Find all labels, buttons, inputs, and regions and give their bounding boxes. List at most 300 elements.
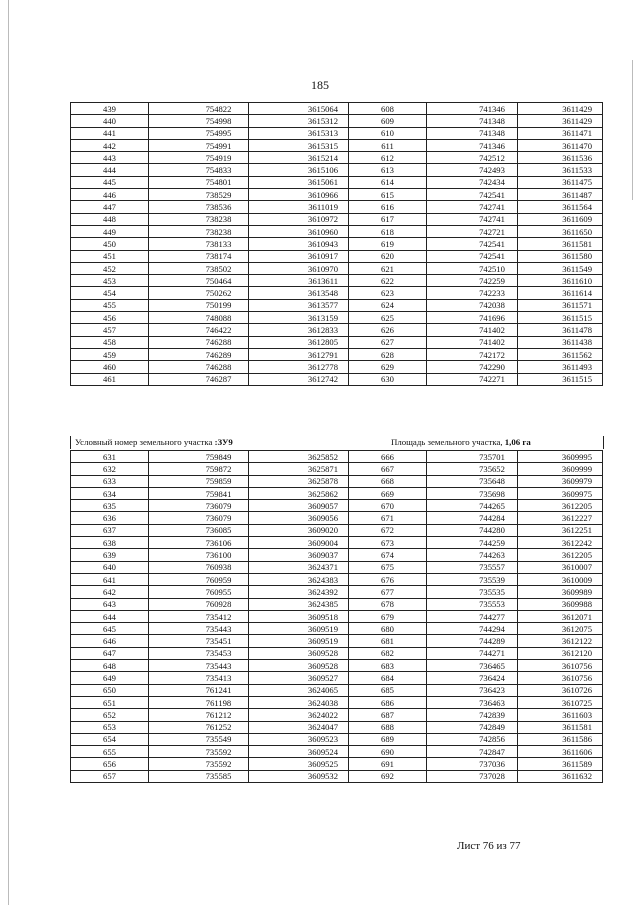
- table-row: [71, 225, 603, 237]
- table-cell: 642: [71, 586, 149, 598]
- table-cell: 3612242: [518, 537, 603, 549]
- table-cell: 3611536: [518, 152, 603, 164]
- table-cell: 641: [71, 573, 149, 585]
- table-cell: 760955: [149, 586, 249, 598]
- table-cell: 3612778: [249, 361, 349, 373]
- table-cell: 742741: [427, 213, 518, 225]
- table-cell: 633: [71, 475, 149, 487]
- table-cell: 3624392: [249, 586, 349, 598]
- table-cell: 617: [349, 213, 427, 225]
- table-cell: 3624038: [249, 696, 349, 708]
- table-cell: 636: [71, 512, 149, 524]
- land-plot-number: :ЗУ9: [214, 437, 233, 447]
- table-cell: 673: [349, 537, 427, 549]
- table-cell: 459: [71, 348, 149, 360]
- table-cell: 3609528: [249, 660, 349, 672]
- table-cell: 738536: [149, 201, 249, 213]
- page-number: 185: [311, 78, 329, 92]
- table-cell: 668: [349, 475, 427, 487]
- table-cell: 653: [71, 721, 149, 733]
- table-cell: 736424: [427, 672, 518, 684]
- table-cell: 761198: [149, 696, 249, 708]
- table-cell: 692: [349, 770, 427, 782]
- table-cell: 3611610: [518, 275, 603, 287]
- table-cell: 3611429: [518, 115, 603, 127]
- table-cell: 735553: [427, 598, 518, 610]
- table-row: [71, 610, 603, 622]
- table-cell: 3610007: [518, 561, 603, 573]
- table-cell: 3609020: [249, 524, 349, 536]
- sheet-label: Лист 76 из 77: [457, 840, 521, 852]
- table-cell: 3609975: [518, 487, 603, 499]
- table-row: [71, 250, 603, 262]
- table-cell: 624: [349, 299, 427, 311]
- table-cell: 666: [349, 451, 427, 463]
- table-cell: 452: [71, 262, 149, 274]
- table-row: [71, 758, 603, 770]
- table-cell: 3611609: [518, 213, 603, 225]
- table-cell: 686: [349, 696, 427, 708]
- table-cell: 3612205: [518, 549, 603, 561]
- table-cell: 744294: [427, 623, 518, 635]
- land-plot-number-label: Условный номер земельного участка :ЗУ9: [75, 437, 233, 447]
- table-cell: 3609056: [249, 512, 349, 524]
- table-row: [71, 115, 603, 127]
- table-cell: 746289: [149, 348, 249, 360]
- table-cell: 689: [349, 733, 427, 745]
- table-cell: 742038: [427, 299, 518, 311]
- table-cell: 735592: [149, 758, 249, 770]
- table-cell: 621: [349, 262, 427, 274]
- table-cell: 3615315: [249, 139, 349, 151]
- table-cell: 620: [349, 250, 427, 262]
- table-cell: 3611019: [249, 201, 349, 213]
- table-cell: 736106: [149, 537, 249, 549]
- table-cell: 455: [71, 299, 149, 311]
- table-cell: 3612075: [518, 623, 603, 635]
- table-cell: 654: [71, 733, 149, 745]
- table-cell: 618: [349, 225, 427, 237]
- table-cell: 3611515: [518, 312, 603, 324]
- table-cell: 3610009: [518, 573, 603, 585]
- table-cell: 613: [349, 164, 427, 176]
- table-row: [71, 139, 603, 151]
- table-cell: 741402: [427, 324, 518, 336]
- table-row: [71, 721, 603, 733]
- table-cell: 447: [71, 201, 149, 213]
- table-cell: 652: [71, 709, 149, 721]
- table-cell: 3625852: [249, 451, 349, 463]
- table-cell: 630: [349, 373, 427, 385]
- table-cell: 735557: [427, 561, 518, 573]
- table-cell: 3610966: [249, 189, 349, 201]
- table-cell: 628: [349, 348, 427, 360]
- table-cell: 3615313: [249, 127, 349, 139]
- table-cell: 443: [71, 152, 149, 164]
- table-row: [71, 500, 603, 512]
- table-cell: 735585: [149, 770, 249, 782]
- table-row: [71, 537, 603, 549]
- table-cell: 626: [349, 324, 427, 336]
- table-cell: 610: [349, 127, 427, 139]
- table-cell: 3609989: [518, 586, 603, 598]
- table-row: [71, 238, 603, 250]
- table-cell: 3615106: [249, 164, 349, 176]
- table-cell: 678: [349, 598, 427, 610]
- table-row: [71, 733, 603, 745]
- table-cell: 644: [71, 610, 149, 622]
- table-cell: 3610960: [249, 225, 349, 237]
- table-cell: 736085: [149, 524, 249, 536]
- table-cell: 738133: [149, 238, 249, 250]
- table-cell: 623: [349, 287, 427, 299]
- table-cell: 3612227: [518, 512, 603, 524]
- table-cell: 759849: [149, 451, 249, 463]
- table-cell: 643: [71, 598, 149, 610]
- table-cell: 3615064: [249, 103, 349, 115]
- table-cell: 738238: [149, 225, 249, 237]
- table-cell: 3611470: [518, 139, 603, 151]
- table-cell: 3613159: [249, 312, 349, 324]
- table-cell: 616: [349, 201, 427, 213]
- table-cell: 3609523: [249, 733, 349, 745]
- table-cell: 742541: [427, 189, 518, 201]
- table-cell: 746288: [149, 361, 249, 373]
- table-cell: 735443: [149, 660, 249, 672]
- table-cell: 3624022: [249, 709, 349, 721]
- table-cell: 3611603: [518, 709, 603, 721]
- table-cell: 760938: [149, 561, 249, 573]
- table-cell: 691: [349, 758, 427, 770]
- table-cell: 3611475: [518, 176, 603, 188]
- table-cell: 3611438: [518, 336, 603, 348]
- table-cell: 746288: [149, 336, 249, 348]
- table-cell: 742271: [427, 373, 518, 385]
- table-cell: 760928: [149, 598, 249, 610]
- table-cell: 672: [349, 524, 427, 536]
- table-cell: 690: [349, 746, 427, 758]
- table-cell: 614: [349, 176, 427, 188]
- table-cell: 451: [71, 250, 149, 262]
- table-row: [71, 746, 603, 758]
- table-cell: 3609528: [249, 647, 349, 659]
- table-row: [71, 373, 603, 385]
- table-row: [71, 164, 603, 176]
- table-cell: 615: [349, 189, 427, 201]
- table-cell: 687: [349, 709, 427, 721]
- table-cell: 735413: [149, 672, 249, 684]
- table-row: [71, 684, 603, 696]
- table-cell: 3609995: [518, 451, 603, 463]
- table-cell: 736079: [149, 512, 249, 524]
- table-cell: 3609999: [518, 463, 603, 475]
- table-cell: 688: [349, 721, 427, 733]
- table-cell: 3612120: [518, 647, 603, 659]
- table-cell: 742541: [427, 238, 518, 250]
- table-cell: 741696: [427, 312, 518, 324]
- table-cell: 735698: [427, 487, 518, 499]
- table-cell: 3611549: [518, 262, 603, 274]
- table-cell: 3612251: [518, 524, 603, 536]
- table-row: [71, 524, 603, 536]
- table-cell: 754919: [149, 152, 249, 164]
- table-cell: 735451: [149, 635, 249, 647]
- table-cell: 647: [71, 647, 149, 659]
- table-cell: 442: [71, 139, 149, 151]
- table-cell: 680: [349, 623, 427, 635]
- table-cell: 3611632: [518, 770, 603, 782]
- table-cell: 3611606: [518, 746, 603, 758]
- table-cell: 3615312: [249, 115, 349, 127]
- table-cell: 3611580: [518, 250, 603, 262]
- table-cell: 761241: [149, 684, 249, 696]
- table-cell: 3610756: [518, 672, 603, 684]
- table-cell: 609: [349, 115, 427, 127]
- table-cell: 3612805: [249, 336, 349, 348]
- table-cell: 744289: [427, 635, 518, 647]
- table-row: [71, 586, 603, 598]
- table-cell: 635: [71, 500, 149, 512]
- table-cell: 619: [349, 238, 427, 250]
- table-cell: 3609518: [249, 610, 349, 622]
- table-cell: 750262: [149, 287, 249, 299]
- table-cell: 3612791: [249, 348, 349, 360]
- table-row: [71, 487, 603, 499]
- coordinates-table-2: [70, 450, 603, 783]
- table-cell: 3612742: [249, 373, 349, 385]
- table-cell: 3609519: [249, 623, 349, 635]
- table-cell: 3610756: [518, 660, 603, 672]
- table-cell: 640: [71, 561, 149, 573]
- table-cell: 742847: [427, 746, 518, 758]
- table-cell: 759872: [149, 463, 249, 475]
- table-cell: 754991: [149, 139, 249, 151]
- table-row: [71, 549, 603, 561]
- table-cell: 3612071: [518, 610, 603, 622]
- table-cell: 735535: [427, 586, 518, 598]
- table-cell: 656: [71, 758, 149, 770]
- table-cell: 3613577: [249, 299, 349, 311]
- table-cell: 735648: [427, 475, 518, 487]
- table-cell: 450: [71, 238, 149, 250]
- table-cell: 742541: [427, 250, 518, 262]
- table-cell: 3610970: [249, 262, 349, 274]
- table-cell: 449: [71, 225, 149, 237]
- table-cell: 737036: [427, 758, 518, 770]
- table-cell: 677: [349, 586, 427, 598]
- table-row: [71, 213, 603, 225]
- table-cell: 736079: [149, 500, 249, 512]
- table-cell: 742741: [427, 201, 518, 213]
- table-cell: 735549: [149, 733, 249, 745]
- table-cell: 735443: [149, 623, 249, 635]
- table-cell: 742290: [427, 361, 518, 373]
- table-row: [71, 348, 603, 360]
- table-cell: 746287: [149, 373, 249, 385]
- table-cell: 738174: [149, 250, 249, 262]
- table-cell: 3611614: [518, 287, 603, 299]
- table-cell: 458: [71, 336, 149, 348]
- table-cell: 3611478: [518, 324, 603, 336]
- table-cell: 683: [349, 660, 427, 672]
- table-cell: 742849: [427, 721, 518, 733]
- table-cell: 651: [71, 696, 149, 708]
- table-cell: 3611571: [518, 299, 603, 311]
- table-cell: 679: [349, 610, 427, 622]
- table-cell: 671: [349, 512, 427, 524]
- table-cell: 742510: [427, 262, 518, 274]
- table-cell: 655: [71, 746, 149, 758]
- table-cell: 3624065: [249, 684, 349, 696]
- table-cell: 646: [71, 635, 149, 647]
- table-cell: 736423: [427, 684, 518, 696]
- table-cell: 676: [349, 573, 427, 585]
- table-row: [71, 127, 603, 139]
- table-cell: 736465: [427, 660, 518, 672]
- table-cell: 639: [71, 549, 149, 561]
- table-cell: 667: [349, 463, 427, 475]
- table-cell: 625: [349, 312, 427, 324]
- table-cell: 754801: [149, 176, 249, 188]
- table-cell: 3611493: [518, 361, 603, 373]
- table-row: [71, 463, 603, 475]
- table-cell: 634: [71, 487, 149, 499]
- table-cell: 631: [71, 451, 149, 463]
- table-cell: 741348: [427, 127, 518, 139]
- table-cell: 754833: [149, 164, 249, 176]
- table-cell: 684: [349, 672, 427, 684]
- table-cell: 748088: [149, 312, 249, 324]
- table-cell: 627: [349, 336, 427, 348]
- table-row: [71, 709, 603, 721]
- table-cell: 735701: [427, 451, 518, 463]
- table-cell: 648: [71, 660, 149, 672]
- table-cell: 3609057: [249, 500, 349, 512]
- table-cell: 608: [349, 103, 427, 115]
- table-cell: 738502: [149, 262, 249, 274]
- table-cell: 741346: [427, 139, 518, 151]
- table-row: [71, 696, 603, 708]
- table-cell: 3611562: [518, 348, 603, 360]
- table-cell: 632: [71, 463, 149, 475]
- table-cell: 744280: [427, 524, 518, 536]
- table-row: [71, 262, 603, 274]
- table-cell: 3611564: [518, 201, 603, 213]
- table-cell: 3611471: [518, 127, 603, 139]
- table-cell: 744265: [427, 500, 518, 512]
- table-cell: 670: [349, 500, 427, 512]
- scan-edge-left: [8, 0, 9, 905]
- table-cell: 761252: [149, 721, 249, 733]
- table-cell: 3609532: [249, 770, 349, 782]
- table-row: [71, 336, 603, 348]
- table-cell: 3611515: [518, 373, 603, 385]
- table-cell: 3624383: [249, 573, 349, 585]
- table-cell: 3613611: [249, 275, 349, 287]
- table-cell: 3624385: [249, 598, 349, 610]
- table-cell: 3612205: [518, 500, 603, 512]
- table-row: [71, 287, 603, 299]
- table-cell: 3609524: [249, 746, 349, 758]
- table-cell: 461: [71, 373, 149, 385]
- table-cell: 645: [71, 623, 149, 635]
- table-cell: 735592: [149, 746, 249, 758]
- table-cell: 742512: [427, 152, 518, 164]
- table-cell: 3624047: [249, 721, 349, 733]
- table-row: [71, 189, 603, 201]
- table-row: [71, 299, 603, 311]
- table-cell: 3611429: [518, 103, 603, 115]
- table-cell: 759859: [149, 475, 249, 487]
- scan-edge-right: [632, 60, 633, 200]
- table-cell: 3624371: [249, 561, 349, 573]
- table-cell: 3625871: [249, 463, 349, 475]
- table-row: [71, 573, 603, 585]
- table-row: [71, 152, 603, 164]
- table-cell: 637: [71, 524, 149, 536]
- table-cell: 3611487: [518, 189, 603, 201]
- table-cell: 611: [349, 139, 427, 151]
- table-cell: 741348: [427, 115, 518, 127]
- table-cell: 742172: [427, 348, 518, 360]
- table-cell: 685: [349, 684, 427, 696]
- table-row: [71, 201, 603, 213]
- table-cell: 669: [349, 487, 427, 499]
- table-cell: 735412: [149, 610, 249, 622]
- table-cell: 735453: [149, 647, 249, 659]
- table-cell: 3609979: [518, 475, 603, 487]
- table-cell: 629: [349, 361, 427, 373]
- table-cell: 674: [349, 549, 427, 561]
- table-cell: 741346: [427, 103, 518, 115]
- table-cell: 746422: [149, 324, 249, 336]
- table-row: [71, 324, 603, 336]
- coordinates-table-1: [70, 102, 603, 386]
- table-cell: 456: [71, 312, 149, 324]
- table-row: [71, 647, 603, 659]
- table-cell: 3611589: [518, 758, 603, 770]
- table-cell: 440: [71, 115, 149, 127]
- table-cell: 3609519: [249, 635, 349, 647]
- table-cell: 650: [71, 684, 149, 696]
- table-cell: 3609988: [518, 598, 603, 610]
- table-cell: 3611650: [518, 225, 603, 237]
- table-cell: 750199: [149, 299, 249, 311]
- table-cell: 3611581: [518, 721, 603, 733]
- table-cell: 444: [71, 164, 149, 176]
- table-cell: 3609004: [249, 537, 349, 549]
- table-cell: 736463: [427, 696, 518, 708]
- table-cell: 3613548: [249, 287, 349, 299]
- table-row: [71, 770, 603, 782]
- table-cell: 742721: [427, 225, 518, 237]
- table-cell: 744284: [427, 512, 518, 524]
- table-cell: 675: [349, 561, 427, 573]
- table-row: [71, 451, 603, 463]
- table-cell: 3615061: [249, 176, 349, 188]
- table-cell: 3615214: [249, 152, 349, 164]
- table-row: [71, 475, 603, 487]
- table-cell: 754995: [149, 127, 249, 139]
- table-row: [71, 598, 603, 610]
- table-cell: 737028: [427, 770, 518, 782]
- table-cell: 760959: [149, 573, 249, 585]
- table-cell: 460: [71, 361, 149, 373]
- table-cell: 736100: [149, 549, 249, 561]
- table-cell: 3610943: [249, 238, 349, 250]
- table-cell: 742259: [427, 275, 518, 287]
- table-cell: 744277: [427, 610, 518, 622]
